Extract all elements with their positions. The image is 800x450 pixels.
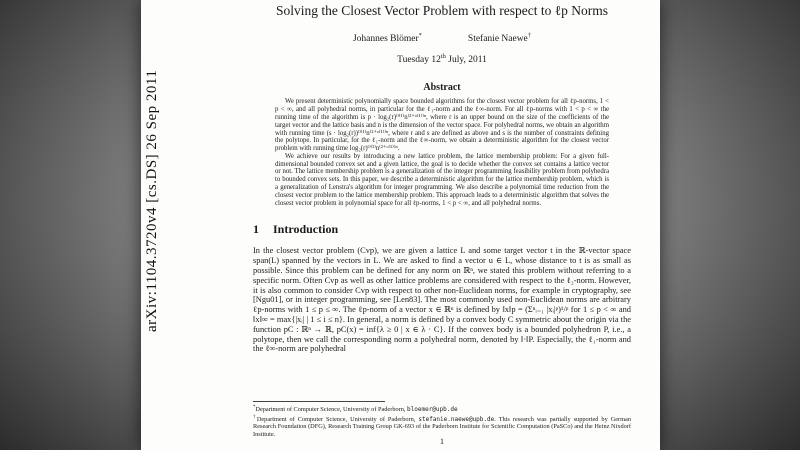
footnote-2-post: . This research was partially supported by German Research Foundation (DFG), Research Training Group GK-693 of the Paderborn Institute for Scientific Computation (PaSCo) and the Heinz Nixdorf Institute. bbox=[253, 415, 631, 438]
date-ordinal: th bbox=[440, 53, 446, 61]
section-1-title: Introduction bbox=[273, 222, 339, 237]
page-number: 1 bbox=[440, 437, 444, 446]
section-1-heading bbox=[253, 222, 631, 237]
paper-date bbox=[253, 53, 631, 65]
footnote-2-mark: † bbox=[253, 414, 257, 420]
author-2-name: Stefanie Naewe bbox=[467, 34, 528, 45]
abstract-paragraph-2: We achieve our results by introducing a new lattice problem, the lattice membership problem: For a given full-dimensional bounded convex set and a given lattice, the goal is to decide whether the convex set contains a lattice vector or not. The lattice membership problem is a generalization of the integer programming feasibility problem from polyhedra to bounded convex sets. In this paper, we describe a deterministic algorithm for the lattice membership problem, which is a generalization of Lenstra's algorithm for integer programming. We also describe a polynomial time reduction from the closest vector problem to the lattice membership problem. This approach leads to a deterministic algorithm that solves the closest vector problem in polynomial space for all ℓp-norms, 1 < p < ∞, and all polyhedral norms. bbox=[275, 152, 609, 207]
footnote-block bbox=[253, 401, 631, 438]
date-prefix: Tuesday 12 bbox=[397, 55, 441, 66]
paper-content bbox=[253, 0, 631, 450]
paper-page bbox=[141, 0, 660, 450]
author-line bbox=[253, 32, 631, 44]
introduction-paragraph: In the closest vector problem (Cvp), we are given a lattice L and some target vector t in the ℝ-vector space span(L) spanned by the vectors in L. We are asked to find a vector u ∈ L, whose distance to t is as small as possible. Since this problem can be defined for any norm on ℝⁿ, we stated this problem without referring to a specific norm. Often Cvp as well as other lattice problems are considered with respect to the ℓ₂-norm. However, it is also common to consider Cvp with respect to other non-Euclidean norms, for example in cryptography, see [Ngu01], or in integer programming, see [Len83]. The most commonly used non-Euclidean norms are arbitrary ℓp-norms with 1 ≤ p ≤ ∞. The ℓp-norm of a vector x ∈ ℝⁿ is defined by ‖x‖p = (Σⁿᵢ₌₁ |xᵢ|ᵖ)¹/ᵖ for 1 ≤ p < ∞ and ‖x‖∞ = max{|xᵢ| | 1 ≤ i ≤ n}. In general, a norm is defined by a convex body C symmetric about the origin via the function pC : ℝⁿ → ℝ, pC(x) = inf{λ ≥ 0 | x ∈ λ · C}. If the convex body is a bounded polyhedron P, i.e., a polytope, then we call the corresponding norm a polyhedral norm, denoted by ‖·‖P. Especially, the ℓ₁-norm and the ℓ∞-norm are polyhedral bbox=[253, 246, 631, 354]
footnote-rule bbox=[253, 401, 385, 402]
abstract-heading: Abstract bbox=[423, 82, 461, 94]
date-suffix: July, 2011 bbox=[445, 55, 487, 66]
footnote-2-text: Department of Computer Science, University of Paderborn, bbox=[256, 415, 419, 423]
abstract-body bbox=[253, 98, 631, 207]
footnote-1-email: bloemer@upb.de bbox=[407, 406, 458, 414]
footnote-1 bbox=[253, 404, 631, 414]
author-1-footnote-mark: * bbox=[418, 32, 422, 39]
paper-title: Solving the Closest Vector Problem with respect to ℓp Norms bbox=[275, 3, 609, 18]
author-1 bbox=[353, 32, 422, 44]
arxiv-identifier: arXiv:1104.3720v4 [cs.DS] 26 Sep 2011 bbox=[144, 69, 160, 332]
footnote-1-text: Department of Computer Science, University of Paderborn, bbox=[255, 406, 408, 414]
author-1-name: Johannes Blömer bbox=[352, 34, 419, 45]
footnote-2-email: stefanie.naewe@upb.de bbox=[418, 415, 495, 423]
author-2-footnote-mark: † bbox=[527, 32, 532, 39]
footnote-1-mark: * bbox=[253, 405, 256, 410]
author-2 bbox=[468, 32, 531, 44]
abstract-paragraph-1: We present deterministic polynomially space bounded algorithms for the closest vector problem for all ℓp-norms, 1 < p < ∞, and all polyhedral norms, in particular for the ℓ₁-norm and the ℓ∞-norm. For all ℓp-norms with 1 < p < ∞ the running time of the algorithm is p · log₂(r)ᴼ⁽¹⁾n⁽²⁺ᵒ⁽¹⁾⁾ⁿ, where r is an upper bound on the size of the coefficients of the target vector and the lattice basis and n is the dimension of the vector space. For polyhedral norms, we obtain an algorithm with running time (s · log₂(r))ᴼ⁽¹⁾n⁽²⁺ᵒ⁽¹⁾⁾ⁿ, where r and s are defined as above and s is the number of constraints defining the polytope. In particular, for the ℓ₁-norm and the ℓ∞-norm, we obtain a deterministic algorithm for the closest vector problem with running time log₂(r)ᴼ⁽¹⁾n⁽²⁺ᵒ⁽¹⁾⁾ⁿ. bbox=[275, 98, 609, 153]
section-1-number: 1 bbox=[253, 222, 259, 237]
footnote-2 bbox=[253, 414, 631, 439]
